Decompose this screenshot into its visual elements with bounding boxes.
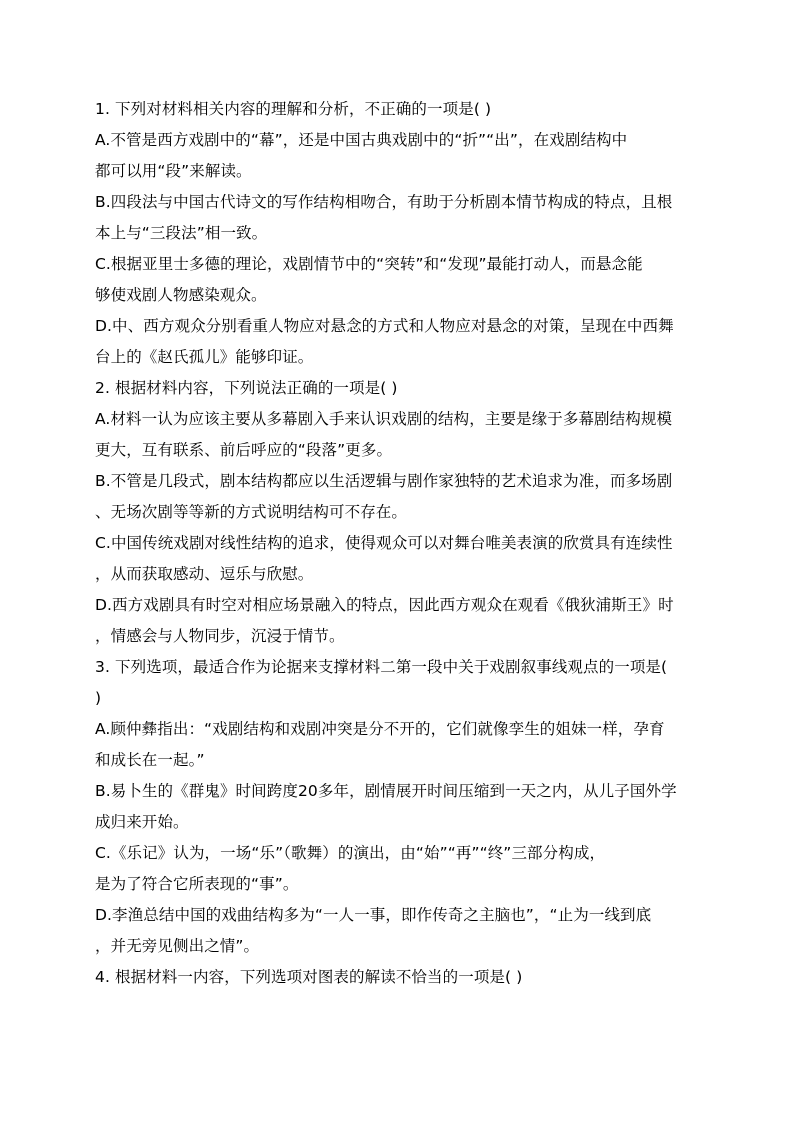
- option-line: B.不管是几段式，剧本结构都应以生活逻辑与剧作家独特的艺术追求为准，而多场剧: [95, 472, 673, 490]
- option-line: 够使戏剧人物感染观众。: [95, 286, 267, 304]
- option-c: [95, 528, 695, 590]
- option-c: [95, 249, 695, 311]
- question-stem: 4. 根据材料一内容，下列选项对图表的解读不恰当的一项是( ): [95, 968, 523, 986]
- exam-page: [95, 94, 695, 993]
- option-line: D.中、西方观众分别看重人物应对悬念的方式和人物应对悬念的对策，呈现在中西舞: [95, 317, 674, 335]
- option-line: ，情感会与人物同步，沉浸于情节。: [95, 627, 345, 645]
- option-line: 是为了符合它所表现的“事”。: [95, 875, 299, 893]
- option-line: C.《乐记》认为，一场“乐”（歌舞）的演出，由“始”“再”“终”三部分构成，: [95, 844, 606, 862]
- option-a: [95, 125, 695, 187]
- option-d: [95, 311, 695, 373]
- question-1: [95, 94, 695, 373]
- option-line: B.四段法与中国古代诗文的写作结构相吻合，有助于分析剧本情节构成的特点，且根: [95, 193, 673, 211]
- question-2: [95, 373, 695, 652]
- option-a: [95, 404, 695, 466]
- option-line: B.易卜生的《群鬼》时间跨度20多年，剧情展开时间压缩到一天之内，从儿子国外学: [95, 782, 677, 800]
- option-line: D.西方戏剧具有时空对相应场景融入的特点，因此西方观众在观看《俄狄浦斯王》时: [95, 596, 674, 614]
- option-line: ，从而获取感动、逗乐与欣慰。: [95, 565, 314, 583]
- option-b: [95, 187, 695, 249]
- option-line: D.李渔总结中国的戏曲结构多为“一人一事，即作传奇之主脑也”，“止为一线到底: [95, 906, 652, 924]
- option-line: A.材料一认为应该主要从多幕剧入手来认识戏剧的结构，主要是缘于多幕剧结构规模: [95, 410, 673, 428]
- option-line: 本上与“三段法”相一致。: [95, 224, 268, 242]
- option-b: [95, 776, 695, 838]
- question-4: [95, 962, 695, 993]
- question-stem: 3. 下列选项，最适合作为论据来支撑材料二第一段中关于戏剧叙事线观点的一项是(: [95, 658, 668, 676]
- option-line: A.顾仲彝指出：“戏剧结构和戏剧冲突是分不开的，它们就像孪生的姐妹一样，孕育: [95, 720, 665, 738]
- option-line: 都可以用“段”来解读。: [95, 162, 252, 180]
- question-stem: ): [95, 689, 102, 707]
- option-line: 、无场次剧等等新的方式说明结构可不存在。: [95, 503, 408, 521]
- option-a: [95, 714, 695, 776]
- option-b: [95, 466, 695, 528]
- option-line: A.不管是西方戏剧中的“幕”，还是中国古典戏剧中的“折”“出”，在戏剧结构中: [95, 131, 628, 149]
- option-d: [95, 590, 695, 652]
- option-line: ，并无旁见侧出之情”。: [95, 937, 260, 955]
- option-line: 和成长在一起。”: [95, 751, 205, 769]
- option-c: [95, 838, 695, 900]
- option-line: 更大，互有联系、前后呼应的“段落”更多。: [95, 441, 393, 459]
- question-stem: 1. 下列对材料相关内容的理解和分析，不正确的一项是( ): [95, 100, 492, 118]
- option-d: [95, 900, 695, 962]
- option-line: 台上的《赵氏孤儿》能够印证。: [95, 348, 314, 366]
- question-3: [95, 652, 695, 962]
- option-line: C.中国传统戏剧对线性结构的追求，使得观众可以对舞台唯美表演的欣赏具有连续性: [95, 534, 673, 552]
- option-line: C.根据亚里士多德的理论，戏剧情节中的“突转”和“发现”最能打动人，而悬念能: [95, 255, 643, 273]
- option-line: 成归来开始。: [95, 813, 189, 831]
- question-stem: 2. 根据材料内容，下列说法正确的一项是( ): [95, 379, 398, 397]
